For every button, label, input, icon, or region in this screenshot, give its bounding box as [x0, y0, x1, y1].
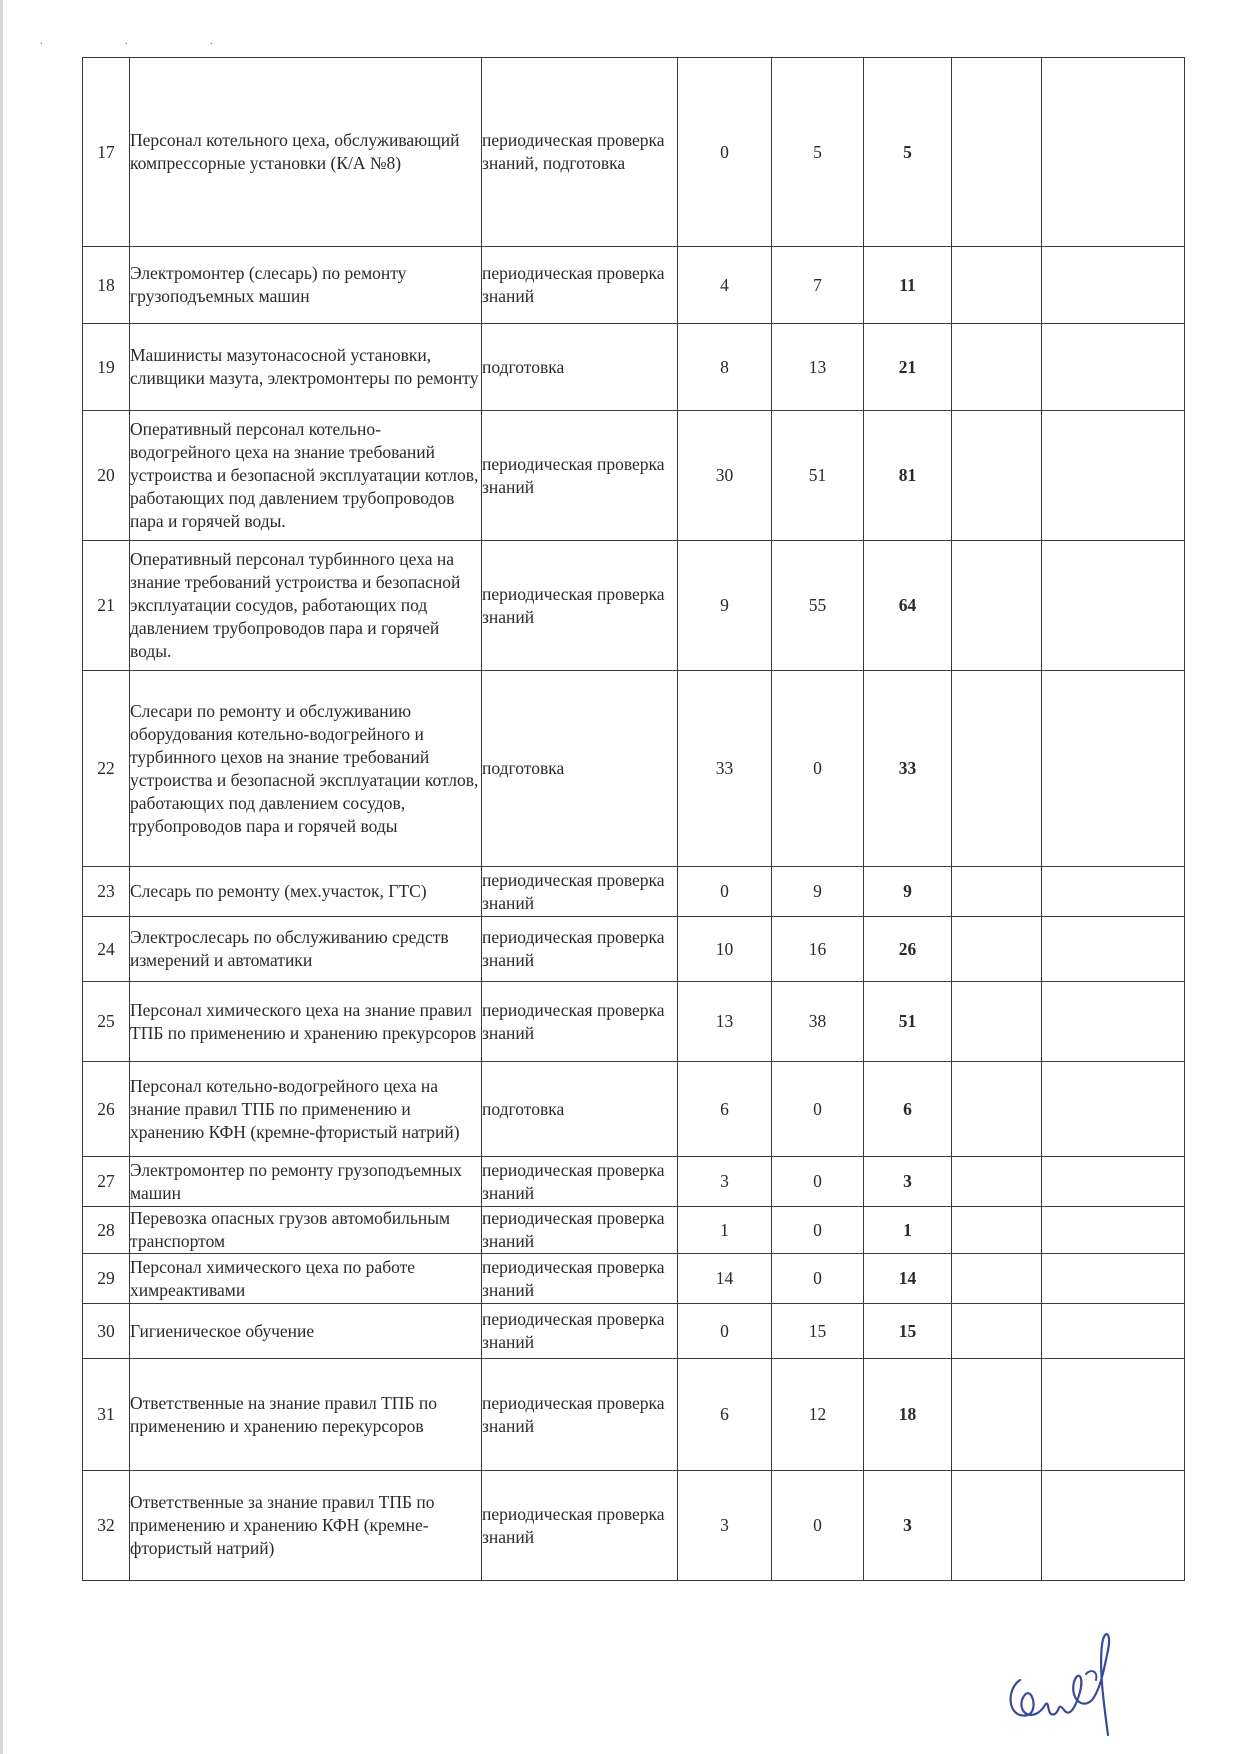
count-total: 6: [864, 1062, 952, 1157]
table-row: [83, 1471, 1185, 1581]
count-total: 18: [864, 1359, 952, 1471]
row-number: 22: [83, 671, 130, 867]
row-number: 23: [83, 867, 130, 917]
training-type: периодическая проверка знаний: [482, 411, 678, 541]
count-col-1: 6: [678, 1359, 772, 1471]
count-col-2: 9: [772, 867, 864, 917]
training-type: периодическая проверка знаний: [482, 1359, 678, 1471]
count-col-2: 0: [772, 1062, 864, 1157]
empty-cell: [952, 917, 1042, 982]
empty-cell: [1042, 1062, 1185, 1157]
table-row: [83, 1207, 1185, 1254]
personnel-category: Оперативный персонал котельно-водогрейного цеха на знание требований устроиства и безопасной эксплуатации котлов, работающих под давлением трубопроводов пара и горячей воды.: [130, 411, 482, 541]
empty-cell: [1042, 867, 1185, 917]
training-type: периодическая проверка знаний: [482, 982, 678, 1062]
count-total: 1: [864, 1207, 952, 1254]
table-row: [83, 982, 1185, 1062]
table-row: [83, 541, 1185, 671]
training-type: периодическая проверка знаний: [482, 1304, 678, 1359]
row-number: 26: [83, 1062, 130, 1157]
row-number: 32: [83, 1471, 130, 1581]
table-row: [83, 1304, 1185, 1359]
count-col-1: 4: [678, 247, 772, 324]
empty-cell: [1042, 1254, 1185, 1304]
empty-cell: [952, 1207, 1042, 1254]
row-number: 19: [83, 324, 130, 411]
count-col-2: 55: [772, 541, 864, 671]
personnel-category: Персонал котельно-водогрейного цеха на знание правил ТПБ по применению и хранению КФН (кремне-фтористый натрий): [130, 1062, 482, 1157]
count-total: 3: [864, 1471, 952, 1581]
count-col-2: 38: [772, 982, 864, 1062]
row-number: 31: [83, 1359, 130, 1471]
personnel-category: Персонал котельного цеха, обслуживающий компрессорные установки (К/А №8): [130, 58, 482, 247]
count-col-1: 1: [678, 1207, 772, 1254]
empty-cell: [1042, 1359, 1185, 1471]
personnel-category: Перевозка опасных грузов автомобильным транспортом: [130, 1207, 482, 1254]
count-col-1: 30: [678, 411, 772, 541]
count-col-2: 15: [772, 1304, 864, 1359]
count-total: 9: [864, 867, 952, 917]
count-col-1: 14: [678, 1254, 772, 1304]
table-row: [83, 247, 1185, 324]
row-number: 27: [83, 1157, 130, 1207]
table-row: [83, 58, 1185, 247]
row-number: 29: [83, 1254, 130, 1304]
row-number: 21: [83, 541, 130, 671]
table-row: [83, 867, 1185, 917]
training-type: периодическая проверка знаний: [482, 917, 678, 982]
count-col-1: 10: [678, 917, 772, 982]
count-total: 15: [864, 1304, 952, 1359]
row-number: 20: [83, 411, 130, 541]
empty-cell: [1042, 247, 1185, 324]
training-type: подготовка: [482, 324, 678, 411]
personnel-category: Электромонтер по ремонту грузоподъемных машин: [130, 1157, 482, 1207]
count-total: 11: [864, 247, 952, 324]
empty-cell: [952, 1254, 1042, 1304]
table-row: [83, 1359, 1185, 1471]
training-type: периодическая проверка знаний: [482, 541, 678, 671]
training-table: [82, 57, 1185, 1581]
row-number: 24: [83, 917, 130, 982]
table-row: [83, 917, 1185, 982]
empty-cell: [952, 247, 1042, 324]
count-col-1: 8: [678, 324, 772, 411]
count-total: 14: [864, 1254, 952, 1304]
count-col-2: 0: [772, 1157, 864, 1207]
empty-cell: [1042, 58, 1185, 247]
personnel-category: Электромонтер (слесарь) по ремонту грузоподъемных машин: [130, 247, 482, 324]
count-col-1: 3: [678, 1471, 772, 1581]
training-type: периодическая проверка знаний: [482, 1207, 678, 1254]
table-row: [83, 1254, 1185, 1304]
empty-cell: [952, 867, 1042, 917]
personnel-category: Ответственные за знание правил ТПБ по применению и хранению КФН (кремне-фтористый натрий): [130, 1471, 482, 1581]
count-total: 3: [864, 1157, 952, 1207]
count-col-1: 0: [678, 1304, 772, 1359]
count-col-2: 0: [772, 1207, 864, 1254]
empty-cell: [952, 324, 1042, 411]
count-col-2: 13: [772, 324, 864, 411]
empty-cell: [1042, 541, 1185, 671]
count-total: 5: [864, 58, 952, 247]
empty-cell: [952, 1304, 1042, 1359]
training-type: периодическая проверка знаний, подготовка: [482, 58, 678, 247]
row-number: 30: [83, 1304, 130, 1359]
count-col-1: 3: [678, 1157, 772, 1207]
table-row: [83, 1157, 1185, 1207]
count-col-1: 0: [678, 58, 772, 247]
empty-cell: [952, 58, 1042, 247]
table-row: [83, 671, 1185, 867]
empty-cell: [952, 982, 1042, 1062]
count-col-2: 16: [772, 917, 864, 982]
training-type: периодическая проверка знаний: [482, 1471, 678, 1581]
empty-cell: [1042, 324, 1185, 411]
personnel-category: Персонал химического цеха на знание правил ТПБ по применению и хранению прекурсоров: [130, 982, 482, 1062]
personnel-category: Оперативный персонал турбинного цеха на знание требований устроиства и безопасной эксплуатации сосудов, работающих под давлением трубопроводов пара и горячей воды.: [130, 541, 482, 671]
count-total: 64: [864, 541, 952, 671]
training-type: периодическая проверка знаний: [482, 1157, 678, 1207]
empty-cell: [1042, 917, 1185, 982]
count-col-1: 0: [678, 867, 772, 917]
signature: [1000, 1610, 1150, 1740]
count-total: 26: [864, 917, 952, 982]
count-total: 51: [864, 982, 952, 1062]
row-number: 25: [83, 982, 130, 1062]
count-total: 21: [864, 324, 952, 411]
empty-cell: [952, 541, 1042, 671]
scan-edge: [0, 0, 3, 1754]
empty-cell: [1042, 1207, 1185, 1254]
empty-cell: [952, 411, 1042, 541]
personnel-category: Ответственные на знание правил ТПБ по применению и хранению перекурсоров: [130, 1359, 482, 1471]
count-col-2: 0: [772, 1254, 864, 1304]
personnel-category: Электрослесарь по обслуживанию средств измерений и автоматики: [130, 917, 482, 982]
personnel-category: Слесарь по ремонту (мех.участок, ГТС): [130, 867, 482, 917]
personnel-category: Гигиеническое обучение: [130, 1304, 482, 1359]
count-col-2: 0: [772, 1471, 864, 1581]
count-col-2: 0: [772, 671, 864, 867]
count-total: 81: [864, 411, 952, 541]
count-col-1: 33: [678, 671, 772, 867]
empty-cell: [952, 671, 1042, 867]
count-col-1: 13: [678, 982, 772, 1062]
empty-cell: [952, 1471, 1042, 1581]
training-type: периодическая проверка знаний: [482, 1254, 678, 1304]
personnel-category: Слесари по ремонту и обслуживанию оборудования котельно-водогрейного и турбинного цехов на знание требований устроиства и безопасной эксплуатации котлов, работающих под давлением сосудов, трубопроводов пара и горячей воды: [130, 671, 482, 867]
table-row: [83, 411, 1185, 541]
empty-cell: [1042, 1157, 1185, 1207]
empty-cell: [1042, 411, 1185, 541]
table-row: [83, 324, 1185, 411]
count-total: 33: [864, 671, 952, 867]
empty-cell: [1042, 1471, 1185, 1581]
scan-marks: . . .: [40, 36, 253, 47]
count-col-2: 5: [772, 58, 864, 247]
empty-cell: [1042, 671, 1185, 867]
personnel-category: Персонал химического цеха по работе химреактивами: [130, 1254, 482, 1304]
row-number: 18: [83, 247, 130, 324]
row-number: 28: [83, 1207, 130, 1254]
empty-cell: [952, 1359, 1042, 1471]
training-type: подготовка: [482, 1062, 678, 1157]
count-col-1: 9: [678, 541, 772, 671]
personnel-category: Машинисты мазутонасосной установки, сливщики мазута, электромонтеры по ремонту: [130, 324, 482, 411]
empty-cell: [952, 1062, 1042, 1157]
count-col-1: 6: [678, 1062, 772, 1157]
training-type: периодическая проверка знаний: [482, 867, 678, 917]
table-row: [83, 1062, 1185, 1157]
count-col-2: 12: [772, 1359, 864, 1471]
training-type: подготовка: [482, 671, 678, 867]
training-type: периодическая проверка знаний: [482, 247, 678, 324]
count-col-2: 7: [772, 247, 864, 324]
count-col-2: 51: [772, 411, 864, 541]
row-number: 17: [83, 58, 130, 247]
empty-cell: [1042, 982, 1185, 1062]
empty-cell: [1042, 1304, 1185, 1359]
empty-cell: [952, 1157, 1042, 1207]
